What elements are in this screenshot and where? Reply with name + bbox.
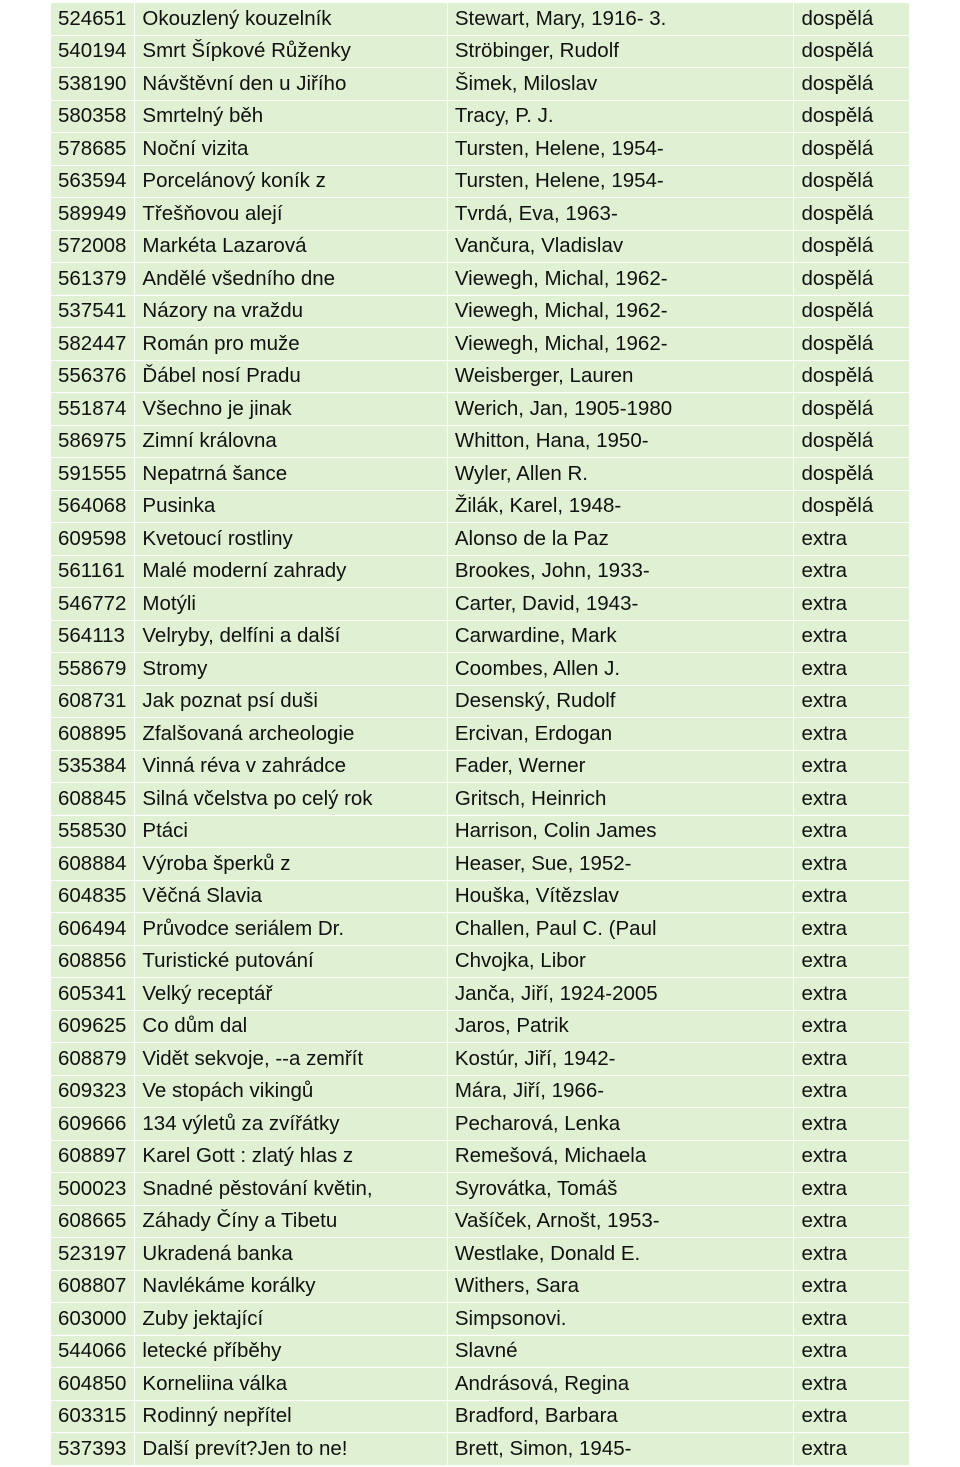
table-row (51, 523, 910, 556)
table-row (51, 945, 910, 978)
book-id-cell: 580358 (51, 100, 135, 133)
book-id-cell: 500023 (51, 1173, 135, 1206)
book-category-cell: extra (794, 1173, 910, 1206)
book-title-cell: Třešňovou alejí (135, 198, 447, 231)
book-id-cell: 603315 (51, 1400, 135, 1433)
book-title-cell: Markéta Lazarová (135, 230, 447, 263)
table-row (51, 880, 910, 913)
book-id-cell: 561161 (51, 555, 135, 588)
book-author-cell: Mára, Jiří, 1966- (447, 1075, 794, 1108)
table-row (51, 490, 910, 523)
table-row (51, 328, 910, 361)
table-row (51, 620, 910, 653)
book-title-cell: Návštěvní den u Jiřího (135, 68, 447, 101)
book-author-cell: Withers, Sara (447, 1270, 794, 1303)
book-author-cell: Kostúr, Jiří, 1942- (447, 1043, 794, 1076)
book-author-cell: Vašíček, Arnošt, 1953- (447, 1205, 794, 1238)
book-category-cell: dospělá (794, 490, 910, 523)
book-author-cell: Ströbinger, Rudolf (447, 35, 794, 68)
book-id-cell: 608807 (51, 1270, 135, 1303)
book-author-cell: Desenský, Rudolf (447, 685, 794, 718)
book-author-cell: Tursten, Helene, 1954- (447, 165, 794, 198)
book-category-cell: extra (794, 1140, 910, 1173)
book-category-cell: dospělá (794, 328, 910, 361)
book-id-cell: 563594 (51, 165, 135, 198)
table-row (51, 848, 910, 881)
book-id-cell: 608845 (51, 783, 135, 816)
book-category-cell: extra (794, 685, 910, 718)
book-title-cell: Noční vizita (135, 133, 447, 166)
book-title-cell: Věčná Slavia (135, 880, 447, 913)
book-list-table (50, 2, 910, 1466)
book-id-cell: 609625 (51, 1010, 135, 1043)
book-id-cell: 538190 (51, 68, 135, 101)
book-category-cell: extra (794, 1270, 910, 1303)
book-author-cell: Vančura, Vladislav (447, 230, 794, 263)
book-category-cell: extra (794, 718, 910, 751)
book-category-cell: extra (794, 1368, 910, 1401)
book-title-cell: Pusinka (135, 490, 447, 523)
table-row (51, 1075, 910, 1108)
table-row (51, 1303, 910, 1336)
book-author-cell: Carter, David, 1943- (447, 588, 794, 621)
table-row (51, 3, 910, 36)
book-author-cell: Tursten, Helene, 1954- (447, 133, 794, 166)
book-id-cell: 524651 (51, 3, 135, 36)
book-title-cell: Andělé všedního dne (135, 263, 447, 296)
book-category-cell: dospělá (794, 68, 910, 101)
book-category-cell: extra (794, 1010, 910, 1043)
table-row (51, 393, 910, 426)
book-title-cell: Další prevít?Jen to ne! (135, 1433, 447, 1466)
book-category-cell: extra (794, 815, 910, 848)
table-row (51, 1368, 910, 1401)
book-id-cell: 564068 (51, 490, 135, 523)
book-category-cell: extra (794, 945, 910, 978)
book-category-cell: extra (794, 913, 910, 946)
book-title-cell: Snadné pěstování květin, (135, 1173, 447, 1206)
book-author-cell: Tracy, P. J. (447, 100, 794, 133)
table-row (51, 295, 910, 328)
book-author-cell: Challen, Paul C. (Paul (447, 913, 794, 946)
table-row (51, 263, 910, 296)
book-author-cell: Jaros, Patrik (447, 1010, 794, 1043)
table-row (51, 588, 910, 621)
book-category-cell: extra (794, 1400, 910, 1433)
book-title-cell: Silná včelstva po celý rok (135, 783, 447, 816)
table-row (51, 133, 910, 166)
book-title-cell: Nepatrná šance (135, 458, 447, 491)
book-title-cell: Vinná réva v zahrádce (135, 750, 447, 783)
book-title-cell: Smrtelný běh (135, 100, 447, 133)
book-author-cell: Janča, Jiří, 1924-2005 (447, 978, 794, 1011)
book-author-cell: Žilák, Karel, 1948- (447, 490, 794, 523)
book-title-cell: Korneliina válka (135, 1368, 447, 1401)
book-id-cell: 608731 (51, 685, 135, 718)
book-author-cell: Westlake, Donald E. (447, 1238, 794, 1271)
table-row (51, 1010, 910, 1043)
book-title-cell: Ve stopách vikingů (135, 1075, 447, 1108)
book-title-cell: Velryby, delfíni a další (135, 620, 447, 653)
book-id-cell: 589949 (51, 198, 135, 231)
table-row (51, 230, 910, 263)
book-author-cell: Fader, Werner (447, 750, 794, 783)
book-author-cell: Andrásová, Regina (447, 1368, 794, 1401)
book-category-cell: extra (794, 1205, 910, 1238)
book-id-cell: 608884 (51, 848, 135, 881)
book-title-cell: Turistické putování (135, 945, 447, 978)
book-author-cell: Heaser, Sue, 1952- (447, 848, 794, 881)
book-id-cell: 556376 (51, 360, 135, 393)
book-id-cell: 578685 (51, 133, 135, 166)
book-author-cell: Chvojka, Libor (447, 945, 794, 978)
book-author-cell: Carwardine, Mark (447, 620, 794, 653)
book-category-cell: dospělá (794, 3, 910, 36)
book-id-cell: 604850 (51, 1368, 135, 1401)
book-author-cell: Viewegh, Michal, 1962- (447, 295, 794, 328)
book-title-cell: Smrt Šípkové Růženky (135, 35, 447, 68)
book-id-cell: 603000 (51, 1303, 135, 1336)
table-row (51, 555, 910, 588)
table-row (51, 1173, 910, 1206)
book-author-cell: Remešová, Michaela (447, 1140, 794, 1173)
book-title-cell: 134 výletů za zvířátky (135, 1108, 447, 1141)
book-author-cell: Brookes, John, 1933- (447, 555, 794, 588)
book-author-cell: Šimek, Miloslav (447, 68, 794, 101)
book-title-cell: Jak poznat psí duši (135, 685, 447, 718)
book-author-cell: Harrison, Colin James (447, 815, 794, 848)
book-title-cell: Kvetoucí rostliny (135, 523, 447, 556)
book-id-cell: 523197 (51, 1238, 135, 1271)
table-row (51, 165, 910, 198)
book-category-cell: extra (794, 1075, 910, 1108)
book-category-cell: dospělá (794, 35, 910, 68)
book-category-cell: extra (794, 783, 910, 816)
book-id-cell: 605341 (51, 978, 135, 1011)
book-id-cell: 609666 (51, 1108, 135, 1141)
book-title-cell: Velký receptář (135, 978, 447, 1011)
book-id-cell: 582447 (51, 328, 135, 361)
book-title-cell: Vidět sekvoje, --a zemřít (135, 1043, 447, 1076)
book-category-cell: extra (794, 1108, 910, 1141)
book-id-cell: 561379 (51, 263, 135, 296)
book-title-cell: Stromy (135, 653, 447, 686)
book-category-cell: dospělá (794, 230, 910, 263)
book-title-cell: Rodinný nepřítel (135, 1400, 447, 1433)
table-row (51, 1238, 910, 1271)
table-row (51, 653, 910, 686)
book-title-cell: Výroba šperků z (135, 848, 447, 881)
book-id-cell: 604835 (51, 880, 135, 913)
book-category-cell: extra (794, 1043, 910, 1076)
book-title-cell: Karel Gott : zlatý hlas z (135, 1140, 447, 1173)
book-id-cell: 608856 (51, 945, 135, 978)
book-id-cell: 540194 (51, 35, 135, 68)
book-author-cell: Gritsch, Heinrich (447, 783, 794, 816)
book-category-cell: dospělá (794, 458, 910, 491)
book-author-cell: Brett, Simon, 1945- (447, 1433, 794, 1466)
book-id-cell: 564113 (51, 620, 135, 653)
book-title-cell: Názory na vraždu (135, 295, 447, 328)
book-id-cell: 558530 (51, 815, 135, 848)
book-list-body (51, 3, 910, 1466)
book-category-cell: extra (794, 1238, 910, 1271)
table-row (51, 425, 910, 458)
book-author-cell: Syrovátka, Tomáš (447, 1173, 794, 1206)
book-category-cell: extra (794, 1433, 910, 1466)
book-title-cell: Všechno je jinak (135, 393, 447, 426)
book-category-cell: dospělá (794, 165, 910, 198)
book-id-cell: 609598 (51, 523, 135, 556)
book-author-cell: Viewegh, Michal, 1962- (447, 263, 794, 296)
book-id-cell: 606494 (51, 913, 135, 946)
book-category-cell: extra (794, 1335, 910, 1368)
book-title-cell: Průvodce seriálem Dr. (135, 913, 447, 946)
book-category-cell: extra (794, 1303, 910, 1336)
book-id-cell: 572008 (51, 230, 135, 263)
book-title-cell: Navlékáme korálky (135, 1270, 447, 1303)
book-title-cell: Ukradená banka (135, 1238, 447, 1271)
book-author-cell: Bradford, Barbara (447, 1400, 794, 1433)
book-title-cell: Malé moderní zahrady (135, 555, 447, 588)
book-title-cell: Porcelánový koník z (135, 165, 447, 198)
book-title-cell: letecké příběhy (135, 1335, 447, 1368)
book-id-cell: 546772 (51, 588, 135, 621)
book-id-cell: 591555 (51, 458, 135, 491)
table-row (51, 913, 910, 946)
book-author-cell: Houška, Vítězslav (447, 880, 794, 913)
book-title-cell: Co dům dal (135, 1010, 447, 1043)
book-category-cell: extra (794, 523, 910, 556)
book-id-cell: 537393 (51, 1433, 135, 1466)
table-row (51, 458, 910, 491)
table-row (51, 750, 910, 783)
book-id-cell: 558679 (51, 653, 135, 686)
table-row (51, 1140, 910, 1173)
book-category-cell: dospělá (794, 198, 910, 231)
book-author-cell: Stewart, Mary, 1916- 3. (447, 3, 794, 36)
table-row (51, 718, 910, 751)
book-category-cell: dospělá (794, 360, 910, 393)
book-category-cell: dospělá (794, 393, 910, 426)
table-row (51, 783, 910, 816)
book-author-cell: Slavné (447, 1335, 794, 1368)
table-row (51, 360, 910, 393)
book-category-cell: dospělá (794, 263, 910, 296)
book-id-cell: 609323 (51, 1075, 135, 1108)
book-category-cell: extra (794, 880, 910, 913)
book-category-cell: extra (794, 653, 910, 686)
book-author-cell: Simpsonovi. (447, 1303, 794, 1336)
table-row (51, 1433, 910, 1466)
book-author-cell: Alonso de la Paz (447, 523, 794, 556)
book-author-cell: Whitton, Hana, 1950- (447, 425, 794, 458)
book-category-cell: extra (794, 978, 910, 1011)
table-row (51, 1205, 910, 1238)
table-row (51, 685, 910, 718)
table-row (51, 1108, 910, 1141)
book-category-cell: extra (794, 750, 910, 783)
book-category-cell: extra (794, 848, 910, 881)
book-title-cell: Román pro muže (135, 328, 447, 361)
book-author-cell: Wyler, Allen R. (447, 458, 794, 491)
book-id-cell: 544066 (51, 1335, 135, 1368)
book-title-cell: Záhady Číny a Tibetu (135, 1205, 447, 1238)
table-row (51, 815, 910, 848)
book-title-cell: Zuby jektající (135, 1303, 447, 1336)
book-title-cell: Zfalšovaná archeologie (135, 718, 447, 751)
book-title-cell: Okouzlený kouzelník (135, 3, 447, 36)
table-row (51, 1270, 910, 1303)
table-row (51, 1043, 910, 1076)
table-row (51, 1400, 910, 1433)
book-author-cell: Tvrdá, Eva, 1963- (447, 198, 794, 231)
book-category-cell: extra (794, 620, 910, 653)
book-author-cell: Ercivan, Erdogan (447, 718, 794, 751)
book-id-cell: 608665 (51, 1205, 135, 1238)
table-row (51, 198, 910, 231)
book-category-cell: dospělá (794, 133, 910, 166)
book-author-cell: Weisberger, Lauren (447, 360, 794, 393)
table-row (51, 35, 910, 68)
book-author-cell: Viewegh, Michal, 1962- (447, 328, 794, 361)
book-category-cell: dospělá (794, 100, 910, 133)
book-id-cell: 608879 (51, 1043, 135, 1076)
table-row (51, 1335, 910, 1368)
book-id-cell: 551874 (51, 393, 135, 426)
book-id-cell: 586975 (51, 425, 135, 458)
book-id-cell: 608895 (51, 718, 135, 751)
book-author-cell: Pecharová, Lenka (447, 1108, 794, 1141)
table-row (51, 68, 910, 101)
book-category-cell: dospělá (794, 425, 910, 458)
table-row (51, 100, 910, 133)
book-title-cell: Ptáci (135, 815, 447, 848)
book-category-cell: dospělá (794, 295, 910, 328)
book-id-cell: 608897 (51, 1140, 135, 1173)
book-author-cell: Werich, Jan, 1905-1980 (447, 393, 794, 426)
book-id-cell: 537541 (51, 295, 135, 328)
book-title-cell: Zimní královna (135, 425, 447, 458)
book-id-cell: 535384 (51, 750, 135, 783)
book-title-cell: Motýli (135, 588, 447, 621)
book-title-cell: Ďábel nosí Pradu (135, 360, 447, 393)
book-category-cell: extra (794, 555, 910, 588)
book-category-cell: extra (794, 588, 910, 621)
book-author-cell: Coombes, Allen J. (447, 653, 794, 686)
table-row (51, 978, 910, 1011)
